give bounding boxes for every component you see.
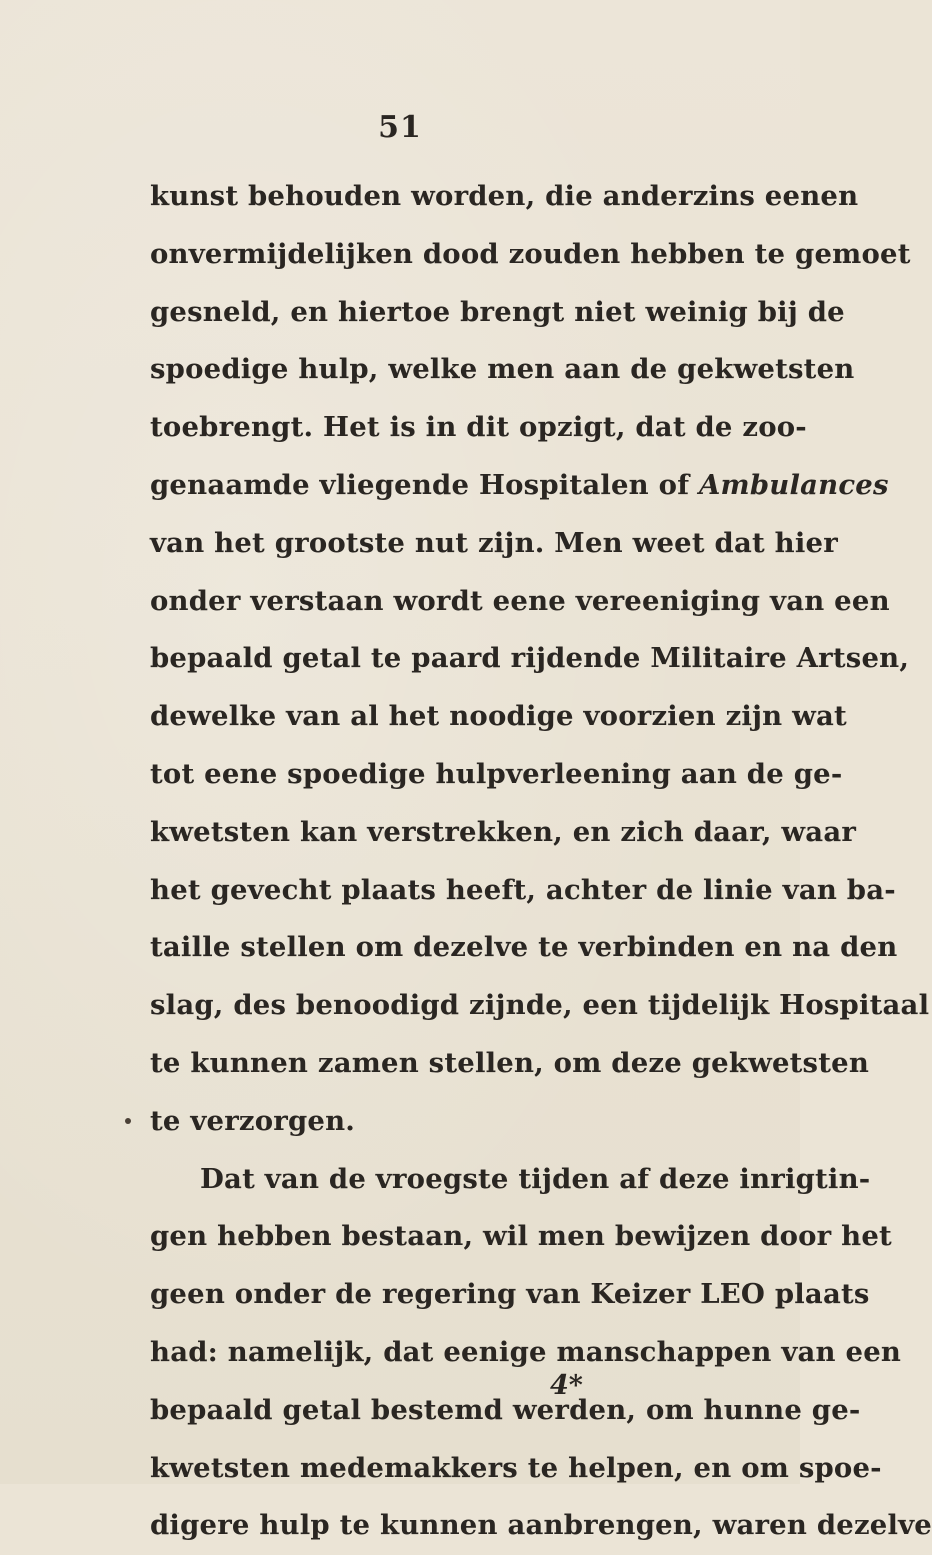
text-line: genaamde vliegende Hospitalen of Ambulances xyxy=(150,468,889,501)
text-line: slag, des benoodigd zijnde, een tijdelijk Hospitaal xyxy=(150,989,930,1022)
text-line: kwetsten kan verstrekken, en zich daar, waar xyxy=(150,815,857,848)
text-line: onder verstaan wordt eene vereeniging van een xyxy=(150,584,890,617)
text-line: digere hulp te kunnen aanbrengen, waren dezelve xyxy=(150,1509,932,1542)
signature-mark: 4* xyxy=(550,1370,583,1401)
text-line-paragraph-end: te verzorgen. xyxy=(150,1104,356,1137)
text-line: geen onder de regering van Keizer LEO plaats xyxy=(150,1278,870,1311)
text-line: kunst behouden worden, die anderzins eenen xyxy=(150,180,859,212)
text-line: gen hebben bestaan, wil men bewijzen door het xyxy=(150,1220,892,1253)
text-line-paragraph-start: Dat van de vroegste tijden af deze inrigtin- xyxy=(200,1162,871,1195)
text-line: had: namelijk, dat eenige manschappen van een xyxy=(150,1335,902,1368)
text-line: dewelke van al het noodige voorzien zijn wat xyxy=(150,700,847,733)
text-line: spoedige hulp, welke men aan de gekwetsten xyxy=(150,353,855,386)
text-line: gesneld, en hiertoe brengt niet weinig bij de xyxy=(150,295,845,328)
text-line: bepaald getal te paard rijdende Militaire Artsen, xyxy=(150,642,910,675)
text-line: van het grootste nut zijn. Men weet dat hier xyxy=(150,526,838,559)
text-line: het gevecht plaats heeft, achter de linie van ba- xyxy=(150,873,896,906)
text-line: bepaald getal bestemd werden, om hunne ge- xyxy=(150,1393,861,1426)
italic-term: Ambulances xyxy=(699,468,889,501)
text-line: toebrengt. Het is in dit opzigt, dat de zoo- xyxy=(150,411,807,444)
text-line: kwetsten medemakkers te helpen, en om spoe- xyxy=(150,1451,882,1484)
text-line: te kunnen zamen stellen, om deze gekwetsten xyxy=(150,1046,870,1079)
ink-spot xyxy=(125,1118,131,1124)
text-line: onvermijdelijken dood zouden hebben te gemoet xyxy=(150,237,911,270)
text-line: tot eene spoedige hulpverleening aan de ge- xyxy=(150,757,843,790)
text-line: taille stellen om dezelve te verbinden en na den xyxy=(150,931,898,964)
body-text xyxy=(150,168,932,1555)
page-number: 51 xyxy=(378,110,422,145)
